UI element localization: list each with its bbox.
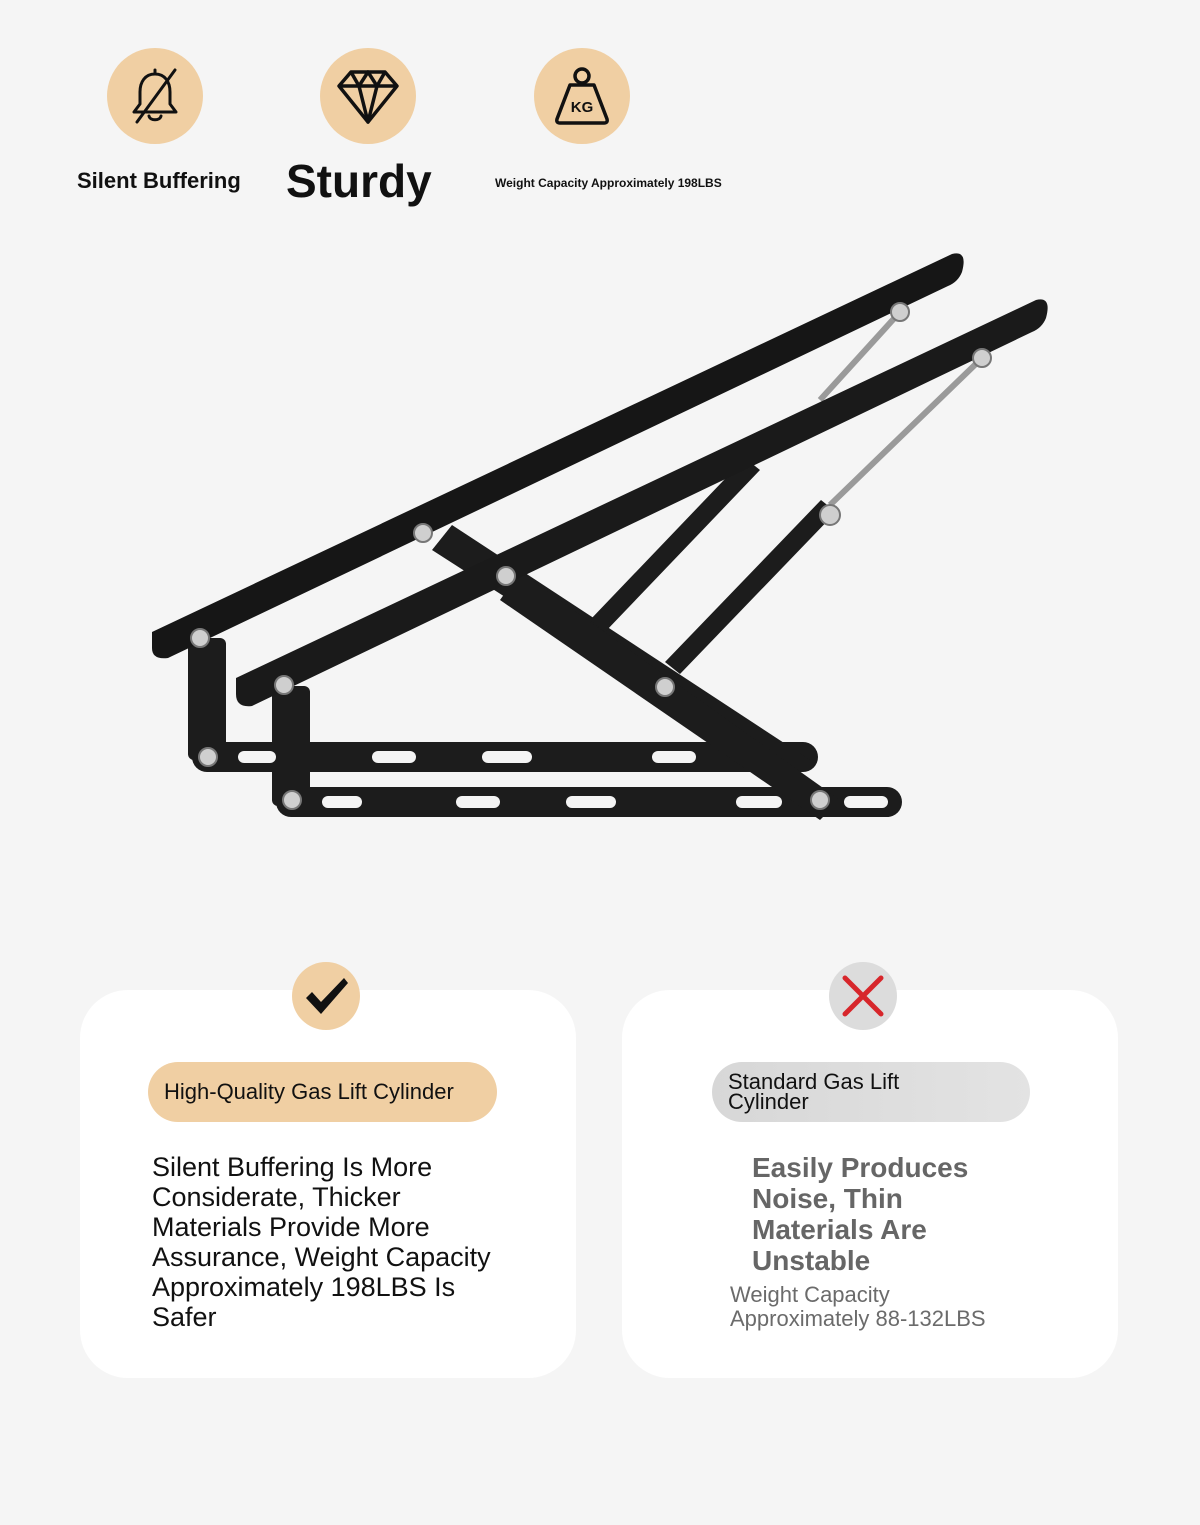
- high-quality-pill-label: High-Quality Gas Lift Cylinder: [164, 1079, 454, 1104]
- front-vertical-link: [272, 686, 310, 806]
- gas-lift-mechanism-image: [140, 240, 1060, 840]
- weight-icon-circle: [534, 48, 630, 144]
- check-badge: [292, 962, 360, 1030]
- standard-pill: [712, 1062, 1030, 1122]
- kg-icon-text: KG: [570, 99, 594, 116]
- standard-pill-label: Standard Gas Lift Cylinder: [728, 1069, 900, 1114]
- high-quality-pill: [148, 1062, 497, 1122]
- cross-icon: [841, 974, 885, 1018]
- checkmark-icon: [302, 974, 350, 1018]
- front-top-rail: [236, 299, 1048, 706]
- diamond-icon: [335, 66, 401, 126]
- rear-vertical-link: [188, 638, 226, 760]
- weight-capacity-label: Weight Capacity Approximately 198LBS: [495, 176, 722, 190]
- kg-weight-icon: [552, 65, 612, 127]
- silent-buffering-label: Silent Buffering: [77, 168, 241, 193]
- standard-subtitle: Weight Capacity Approximately 88-132LBS: [730, 1282, 986, 1331]
- sturdy-icon-circle: [320, 48, 416, 144]
- high-quality-description: Silent Buffering Is More Considerate, Thicker Materials Provide More Assurance, Weight Capacity Approximately 198LBS Is Safer: [152, 1152, 491, 1332]
- cross-badge: [829, 962, 897, 1030]
- bell-off-icon: [127, 66, 183, 126]
- sturdy-label: Sturdy: [286, 155, 432, 207]
- silent-buffering-icon-circle: [107, 48, 203, 144]
- standard-title: Easily Produces Noise, Thin Materials Are Unstable: [752, 1152, 969, 1276]
- front-diagonal-arm: [500, 572, 840, 820]
